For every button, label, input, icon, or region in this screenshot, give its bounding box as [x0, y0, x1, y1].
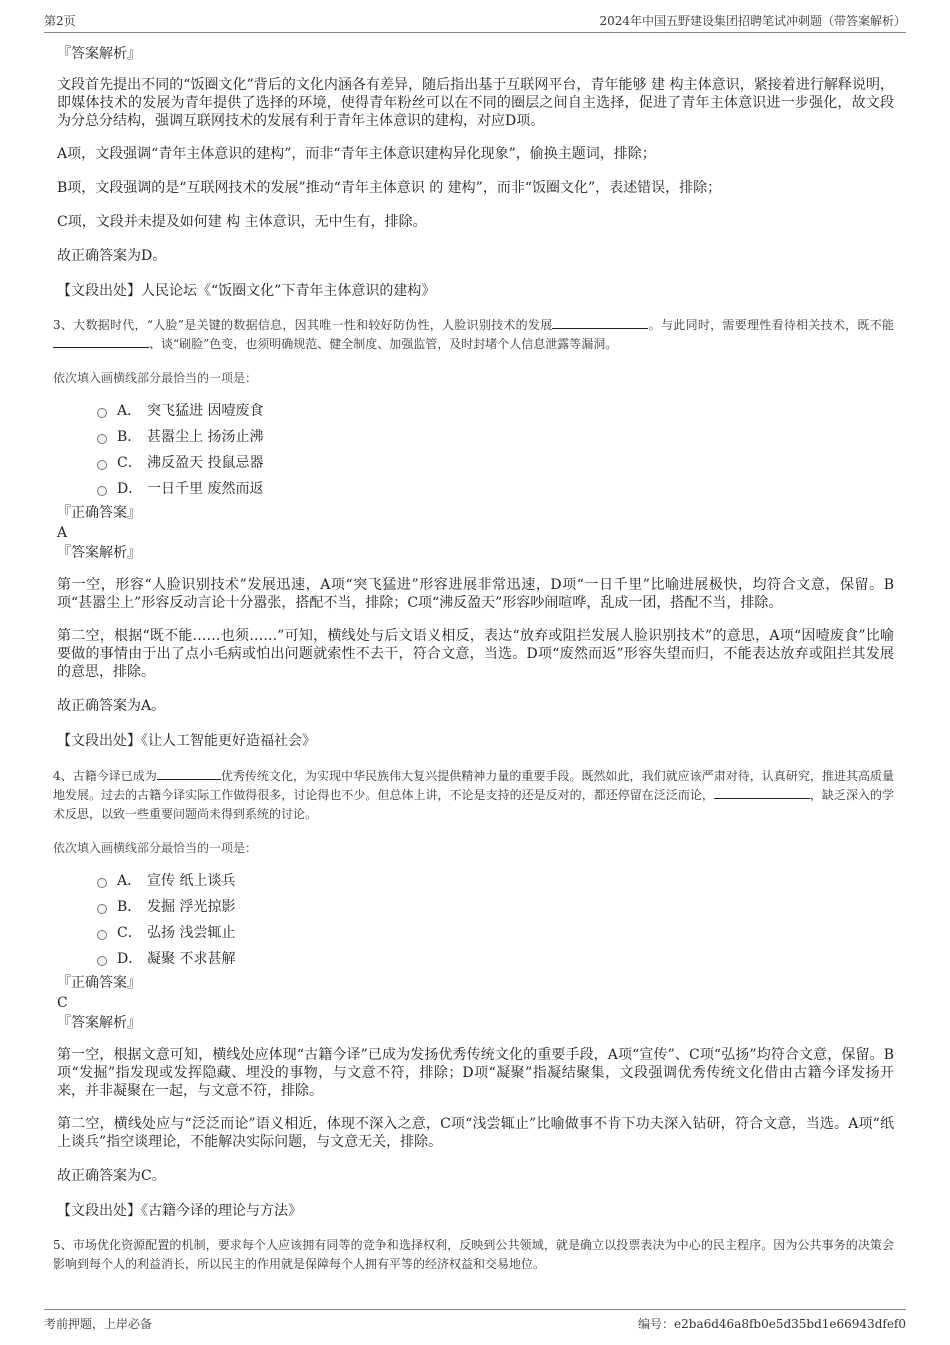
- radio-icon[interactable]: [97, 460, 107, 470]
- radio-icon[interactable]: [97, 486, 107, 496]
- fill-blank: [157, 767, 221, 780]
- radio-icon[interactable]: [97, 408, 107, 418]
- analysis-paragraph: 文段首先提出不同的“饭圈文化”背后的文化内涵各有差异，随后指出基于互联网平台，青年能够 建 构主体意识，紧接着进行解释说明，即媒体技术的发展为青年提供了选择的环境，使得青年粉丝可以在不同的圈层之间自主选择，促进了青年主体意识进一步强化，故文段为分总分结构，强调互联网技术的发展有利于青年主体意识的建构，对应D项。: [57, 77, 894, 129]
- option-c[interactable]: C． 弘扬 浅尝辄止: [97, 919, 894, 945]
- option-a[interactable]: A． 突飞猛进 因噎废食: [97, 397, 894, 423]
- analysis-option-a: A项，文段强调“青年主体意识的建构”，而非“青年主体意识建构异化现象”，偷换主题词，排除；: [57, 146, 656, 162]
- question-3-options: [57, 397, 894, 501]
- document-title: 2024年中国五野建设集团招聘笔试冲刺题（带答案解析）: [599, 14, 906, 28]
- question-3-text: 3、大数据时代，“人脸”是关键的数据信息，因其唯一性和较好防伪性，人脸识别技术的发展 。与此同时，需要理性看待相关技术，既不能、谈“刷脸”色变，也须明确规范、健全制度、加强监管，及时封堵个人信息泄露等漏洞。: [53, 318, 894, 351]
- radio-icon[interactable]: [97, 904, 107, 914]
- page-footer: [44, 1309, 906, 1334]
- question-4-text: 4、古籍今译已成为 优秀传统文化，为实现中华民族伟大复兴提供精神力量的重要手段。既然如此，我们就应该严肃对待，认真研究，推进其高质量地发展。过去的古籍今译实际工作做得很多，讨论得也不少。但总体上讲，不论是支持的还是反对的，都还停留在泛泛而论， ，缺乏深入的学术反思，以致一些重要问题尚未得到系统的讨论。: [53, 769, 894, 821]
- fill-blank: [552, 316, 648, 329]
- option-a[interactable]: A． 宣传 纸上谈兵: [97, 867, 894, 893]
- source-citation: 【文段出处】人民论坛《“饭圈文化”下青年主体意识的建构》: [57, 283, 436, 299]
- page-number: 第2页: [44, 14, 76, 28]
- analysis-label: 『答案解析』: [57, 46, 141, 62]
- question-4-options: [57, 867, 894, 971]
- conclusion: 故正确答案为A。: [57, 698, 166, 714]
- radio-icon[interactable]: [97, 956, 107, 966]
- analysis-paragraph: 第二空，横线处应与“泛泛而论”语义相近，体现不深入之意，C项“浅尝辄止”比喻做事不肯下功夫深入钻研，符合文意，当选。A项“纸上谈兵”指空谈理论，不能解决实际问题，与文意无关，排除。: [57, 1116, 894, 1150]
- question-prompt: 依次填入画横线部分最恰当的一项是：: [53, 841, 258, 855]
- fill-blank: [714, 786, 810, 799]
- analysis-option-c: C项，文段并未提及如何建 构 主体意识，无中生有，排除。: [57, 214, 427, 230]
- correct-answer: A: [57, 525, 68, 541]
- analysis-label: 『答案解析』: [57, 545, 141, 561]
- option-c[interactable]: C． 沸反盈天 投鼠忌器: [97, 449, 894, 475]
- analysis-label: 『答案解析』: [57, 1015, 141, 1031]
- document-body: [53, 44, 894, 1274]
- analysis-paragraph: 第一空，根据文意可知，横线处应体现“古籍今译”已成为发扬优秀传统文化的重要手段，A项“宣传”、C项“弘扬”均符合文意，保留。B项“发掘”指发现或发挥隐藏、埋没的事物，与文意不符，排除；D项“凝聚”指凝结聚集，文段强调优秀传统文化借由古籍今译发扬开来，并非凝聚在一起，与文意不符，排除。: [57, 1047, 894, 1099]
- analysis-paragraph: 第二空，根据“既不能……也须……”可知，横线处与后文语义相反，表达“放弃或阻拦发展人脸识别技术”的意思，A项“因噎废食”比喻要做的事情由于出了点小毛病或怕出问题就索性不去干，符合文意，当选。D项“废然而返”形容失望而归，不能表达放弃或阻拦其发展的意思，排除。: [57, 628, 894, 680]
- analysis-paragraph: 第一空，形容“人脸识别技术”发展迅速，A项“突飞猛进”形容进展非常迅速，D项“一日千里”比喻进展极快，均符合文意，保留。B项“甚嚣尘上”形容反动言论十分嚣张，搭配不当，排除；C项“沸反盈天”形容吵闹喧哗，乱成一团，搭配不当，排除。: [57, 577, 894, 611]
- analysis-option-b: B项，文段强调的是“互联网技术的发展”推动“青年主体意识 的 建构”，而非“饭圈文化”，表述错误，排除；: [57, 180, 722, 196]
- question-prompt: 依次填入画横线部分最恰当的一项是：: [53, 371, 258, 385]
- answer-label: 『正确答案』: [57, 505, 141, 521]
- question-5-text: 5、市场优化资源配置的机制，要求每个人应该拥有同等的竞争和选择权利，反映到公共领域，就是确立以投票表决为中心的民主程序。因为公共事务的决策会影响到每个人的利益消长，所以民主的作用就是保障每个人拥有平等的经济权益和交易地位。: [53, 1238, 894, 1271]
- page-header: [44, 8, 906, 33]
- fill-blank: [53, 335, 149, 348]
- radio-icon[interactable]: [97, 930, 107, 940]
- option-b[interactable]: B． 发掘 浮光掠影: [97, 893, 894, 919]
- option-d[interactable]: D． 凝聚 不求甚解: [97, 945, 894, 971]
- answer-label: 『正确答案』: [57, 975, 141, 991]
- radio-icon[interactable]: [97, 434, 107, 444]
- source-citation: 【文段出处】《古籍今译的理论与方法》: [57, 1203, 302, 1219]
- option-b[interactable]: B． 甚嚣尘上 扬汤止沸: [97, 423, 894, 449]
- radio-icon[interactable]: [97, 878, 107, 888]
- conclusion: 故正确答案为C。: [57, 1168, 166, 1184]
- document-code: 编号：e2ba6d46a8fb0e5d35bd1e66943dfef0: [638, 1317, 906, 1331]
- option-d[interactable]: D． 一日千里 废然而返: [97, 475, 894, 501]
- source-citation: 【文段出处】《让人工智能更好造福社会》: [57, 733, 316, 749]
- conclusion: 故正确答案为D。: [57, 248, 167, 264]
- correct-answer: C: [57, 995, 68, 1011]
- footer-slogan: 考前押题，上岸必备: [44, 1317, 153, 1331]
